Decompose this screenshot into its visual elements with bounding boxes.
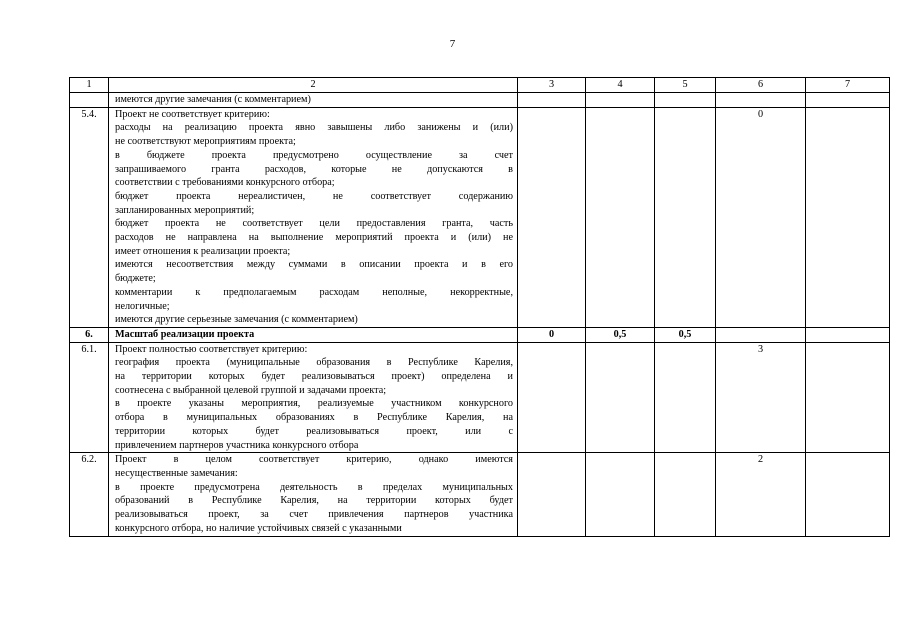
score-cell-c7	[806, 327, 890, 342]
text-line: бюджет проекта нереалистичен, не соответствует содержанию	[115, 190, 513, 202]
text-line: расходы на реализацию проекта явно завышены либо занижены и (или)	[115, 122, 513, 134]
text-line: на территории которых будет реализовываться проект) определена и	[115, 371, 513, 383]
header-cell: 4	[586, 78, 655, 93]
text-line: конкурсного отбора, но наличие устойчивых связей с указанными	[115, 522, 402, 534]
score-cell-c6: 2	[716, 453, 806, 536]
text-line: имеются другие замечания (с комментарием)	[115, 94, 311, 105]
text-line: бюджете;	[115, 273, 156, 285]
score-cell-c5	[655, 93, 716, 108]
text-line: география проекта (муниципальные образования в Республике Карелия,	[115, 357, 513, 369]
score-cell-c5	[655, 342, 716, 453]
row-number: 6.2.	[70, 453, 109, 536]
score-cell-c3: 0	[518, 327, 586, 342]
score-cell-c6	[716, 327, 806, 342]
header-cell: 5	[655, 78, 716, 93]
row-number	[70, 93, 109, 108]
text-line: привлечением партнеров участника конкурсного отбора	[115, 439, 359, 451]
criterion-text	[109, 107, 518, 327]
table-row	[70, 93, 890, 108]
score-cell-c4	[586, 453, 655, 536]
header-cell: 3	[518, 78, 586, 93]
score-cell-c7	[806, 93, 890, 108]
text-line: отбора в муниципальных образованиях в Республике Карелия, на	[115, 412, 513, 424]
criterion-text	[109, 453, 518, 536]
header-cell: 6	[716, 78, 806, 93]
score-cell-c4: 0,5	[586, 327, 655, 342]
text-line: бюджет проекта не соответствует цели предоставления гранта, часть	[115, 218, 513, 230]
score-cell-c4	[586, 107, 655, 327]
score-cell-c7	[806, 107, 890, 327]
text-line: расходов не направлена на выполнение мероприятий проекта и (или) не	[115, 232, 513, 244]
text-line: имеются несоответствия между суммами в описании проекта и в его	[115, 259, 513, 271]
text-line: Проект в целом соответствует критерию, однако имеются	[115, 454, 513, 466]
row-number: 6.	[70, 327, 109, 342]
header-row	[70, 78, 890, 93]
text-line: запланированных мероприятий;	[115, 204, 255, 216]
score-cell-c5: 0,5	[655, 327, 716, 342]
text-line: в бюджете проекта предусмотрено осуществление за счет	[115, 149, 513, 161]
text-line: образований в Республике Карелия, на территории которых будет	[115, 495, 513, 507]
criterion-text	[109, 93, 518, 108]
row-number: 6.1.	[70, 342, 109, 453]
table-row	[70, 327, 890, 342]
table-row	[70, 453, 890, 536]
text-line: комментарии к предполагаемым расходам неполные, некорректные,	[115, 286, 513, 298]
text-line: реализовываться проект, за счет привлечения партнеров участника	[115, 509, 513, 521]
row-number: 5.4.	[70, 107, 109, 327]
text-line: не соответствуют мероприятиям проекта;	[115, 136, 296, 148]
score-cell-c3	[518, 453, 586, 536]
score-cell-c5	[655, 453, 716, 536]
score-cell-c3	[518, 342, 586, 453]
text-line: территории которых будет реализовываться проект, или с	[115, 425, 513, 437]
score-cell-c6: 0	[716, 107, 806, 327]
text-line: нелогичные;	[115, 300, 170, 312]
criteria-table	[69, 77, 890, 537]
score-cell-c6	[716, 93, 806, 108]
text-line: Масштаб реализации проекта	[115, 328, 255, 340]
header-cell: 1	[70, 78, 109, 93]
score-cell-c5	[655, 107, 716, 327]
text-line: соотнесена с выбранной целевой группой и задачами проекта;	[115, 384, 387, 396]
text-line: в проекте указаны мероприятия, реализуемые участником конкурсного	[115, 398, 513, 410]
page-number: 7	[449, 38, 456, 50]
score-cell-c3	[518, 93, 586, 108]
text-line: имеются другие серьезные замечания (с комментарием)	[115, 314, 358, 326]
score-cell-c4	[586, 93, 655, 108]
header-cell: 7	[806, 78, 890, 93]
text-line: несущественные замечания:	[115, 467, 238, 479]
text-line: Проект не соответствует критерию:	[115, 108, 270, 120]
text-line: в проекте предусмотрена деятельность в пределах муниципальных	[115, 481, 513, 493]
table-row	[70, 107, 890, 327]
header-cell: 2	[109, 78, 518, 93]
text-line: запрашиваемого гранта расходов, которые не допускаются в	[115, 163, 513, 175]
score-cell-c7	[806, 342, 890, 453]
score-cell-c7	[806, 453, 890, 536]
table-row	[70, 342, 890, 453]
text-line: имеет отношения к реализации проекта;	[115, 245, 291, 257]
score-cell-c6: 3	[716, 342, 806, 453]
criterion-text	[109, 327, 518, 342]
text-line: соответствии с требованиями конкурсного отбора;	[115, 177, 335, 189]
text-line: Проект полностью соответствует критерию:	[115, 343, 308, 355]
criterion-text	[109, 342, 518, 453]
score-cell-c4	[586, 342, 655, 453]
score-cell-c3	[518, 107, 586, 327]
